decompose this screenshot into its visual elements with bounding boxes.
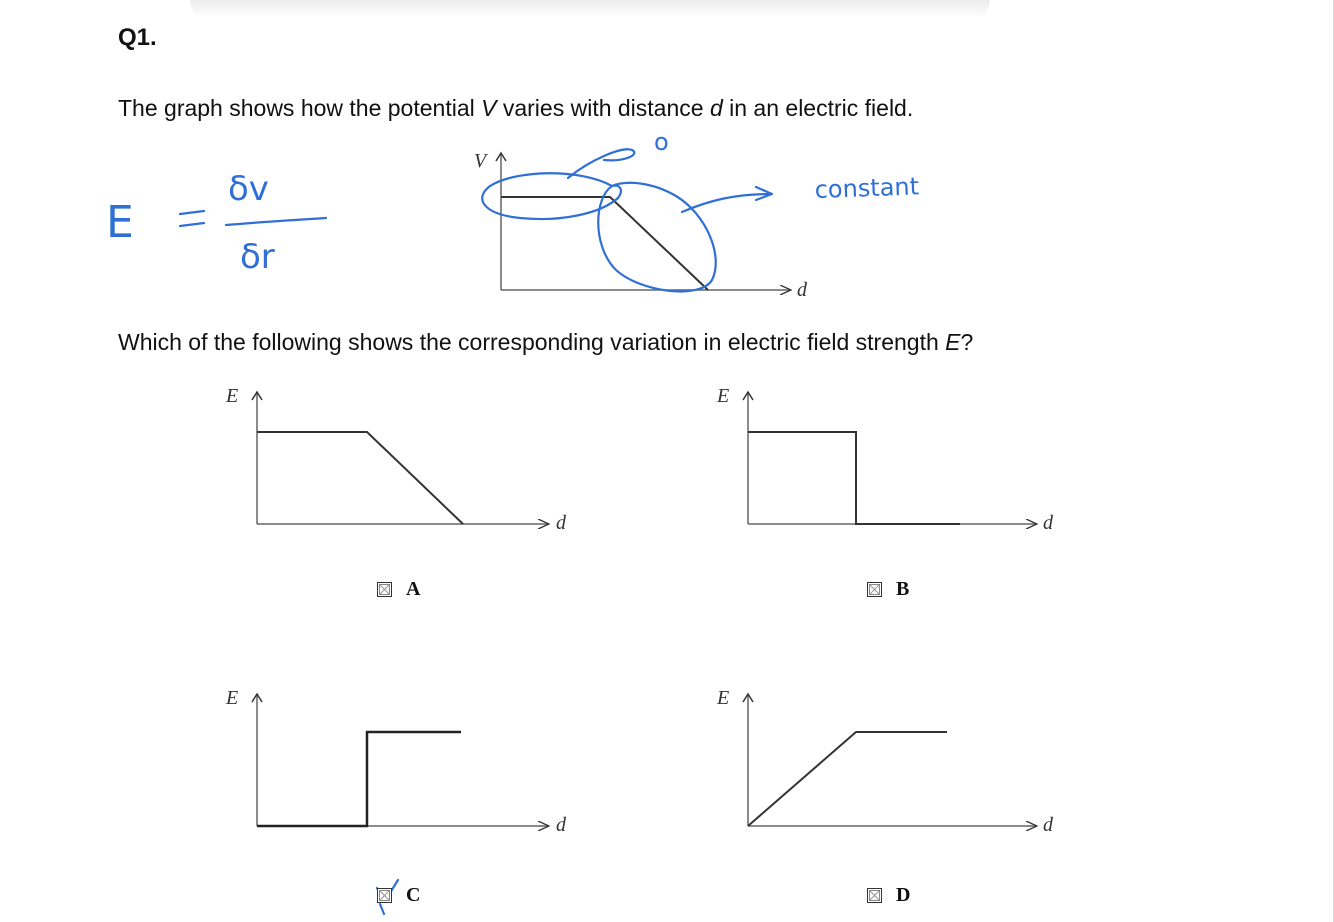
- option-c-letter: C: [406, 884, 421, 906]
- stem-var-v: V: [481, 95, 497, 121]
- main-potential-graph: [474, 150, 808, 301]
- option-a-x-label: d: [556, 512, 566, 534]
- option-b-x-label: d: [1043, 512, 1053, 534]
- stem-text-3: in an electric field.: [722, 95, 914, 121]
- stem-text-1: The graph shows how the potential: [118, 95, 482, 121]
- option-b-curve: [748, 432, 960, 524]
- fraction-bar-icon: [226, 218, 326, 225]
- option-b[interactable]: [867, 578, 909, 601]
- option-c-graph: [225, 687, 567, 836]
- option-a-graph: [225, 385, 567, 534]
- option-d-curve: [748, 732, 947, 826]
- prompt-var-e: E: [945, 329, 961, 355]
- formula-denominator: δr: [240, 237, 275, 277]
- option-a-letter: A: [406, 578, 421, 600]
- prompt-text-2: ?: [960, 329, 974, 355]
- formula-numerator: δv: [228, 169, 269, 209]
- option-d-checkbox[interactable]: [867, 888, 882, 903]
- option-b-graph: [716, 385, 1054, 534]
- formula-e: E: [106, 197, 134, 248]
- question-number: Q1.: [118, 24, 157, 51]
- option-b-y-label: E: [717, 385, 730, 407]
- option-b-letter: B: [896, 578, 910, 600]
- stem-var-d: d: [709, 95, 723, 121]
- option-a-curve: [257, 432, 463, 524]
- option-c-x-label: d: [556, 814, 566, 836]
- option-a-checkbox[interactable]: [377, 582, 392, 597]
- prompt-text-1: Which of the following shows the corresponding variation in electric field strength: [118, 329, 946, 355]
- option-c-y-label: E: [226, 687, 239, 709]
- option-a-y-label: E: [226, 385, 239, 407]
- main-y-label: V: [474, 150, 487, 172]
- stem-text-2: varies with distance: [496, 95, 710, 121]
- main-x-label: d: [797, 279, 807, 301]
- handwritten-annotations: [106, 128, 919, 914]
- equals-sign-icon: [180, 211, 204, 226]
- option-d-x-label: d: [1043, 814, 1053, 836]
- circle-mark: o: [654, 128, 669, 156]
- option-c[interactable]: [377, 884, 420, 907]
- option-c-curve: [257, 732, 461, 826]
- curl-mark-icon: [568, 149, 634, 178]
- pointer-arrow-icon: [682, 187, 772, 212]
- option-d-letter: D: [896, 884, 911, 906]
- option-b-checkbox[interactable]: [867, 582, 882, 597]
- option-c-checkbox[interactable]: [377, 888, 392, 903]
- option-a[interactable]: [377, 578, 420, 601]
- constant-note: constant: [814, 172, 920, 204]
- option-d-graph: [716, 687, 1054, 836]
- option-d-y-label: E: [717, 687, 730, 709]
- main-v-curve: [501, 197, 708, 290]
- option-d[interactable]: [867, 884, 910, 907]
